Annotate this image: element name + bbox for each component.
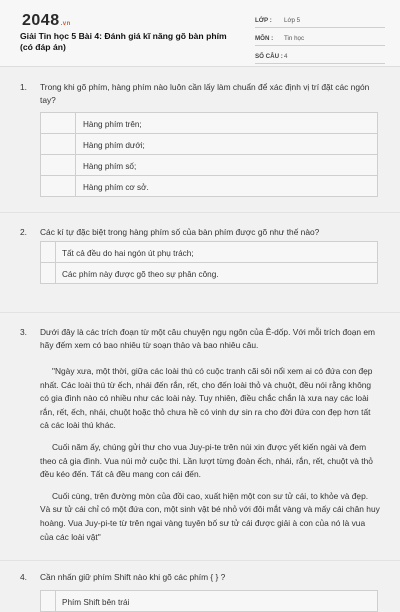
question-text: Các kí tự đặc biệt trong hàng phím số của bàn phím được gõ như thế nào? — [40, 227, 320, 237]
question-number: 4. — [20, 572, 27, 582]
meta-info — [255, 14, 385, 68]
question-text: Trong khi gõ phím, hàng phím nào luôn cần lấy làm chuẩn để xác định vị trí đặt các ngón tay? — [40, 82, 370, 105]
answer-option[interactable] — [40, 241, 378, 263]
question-text: Dưới đây là các trích đoạn từ một câu chuyện ngụ ngôn của Ê-dốp. Với mỗi trích đoạn em hãy đếm xem có bao nhiêu từ soạn thảo và bao nhiêu câu. — [40, 327, 376, 350]
option-label: Hàng phím dưới; — [83, 141, 145, 150]
answer-option[interactable] — [40, 134, 378, 155]
passage-paragraph: Cuối năm ấy, chúng gửi thư cho vua Juy-pi-te trên núi xin được yết kiến ngài và đem theo cả gia đình. Vua núi mở cuộc thi. Lần lượt từng đoàn ếch, nhái, rắn, rết, chuột và thỏ đều kéo đến. Tất cả đều mang con cái đến. — [40, 441, 373, 480]
option-label: Hàng phím cơ sở. — [83, 183, 149, 192]
logo-text: 2048 — [22, 12, 60, 29]
option-label: Hàng phím trên; — [83, 120, 142, 129]
option-label: Tất cả đều do hai ngón út phụ trách; — [62, 249, 194, 258]
meta-value: 4 — [284, 53, 288, 60]
passage-paragraph: Cuối cùng, trên đường mòn của đồi cao, xuất hiện một con sư tử cái, to khỏe và đẹp. Và sư tử cái chỉ có một đứa con, một sinh vật bé nhỏ với đôi mắt vàng và mấy cái chân huy hoàng. Vua Juy-pi-te từ trên ngai vàng tuyên bố sư tử cái được giải à con của nó là vua của các loài vật" — [40, 490, 380, 542]
meta-value: Lớp 5 — [284, 17, 301, 24]
logo-suffix: .vn — [60, 21, 71, 27]
option-label: Hàng phím số; — [83, 162, 137, 171]
meta-label: MÔN : — [255, 35, 274, 42]
site-logo[interactable] — [22, 12, 71, 30]
question-number: 3. — [20, 327, 27, 337]
divider — [0, 560, 400, 561]
answer-option[interactable] — [40, 112, 378, 134]
meta-value: Tin học — [284, 35, 305, 42]
story-passage — [40, 365, 380, 552]
meta-row-count — [255, 50, 385, 64]
option-label: Phím Shift bên trái — [62, 598, 130, 607]
page-title: Giải Tin học 5 Bài 4: Đánh giá kĩ năng gõ bàn phím (có đáp án) — [20, 31, 227, 52]
option-label: Các phím này được gõ theo sự phân công. — [62, 270, 219, 279]
answer-options — [40, 590, 378, 612]
question-number: 2. — [20, 227, 27, 237]
answer-option[interactable] — [40, 590, 378, 612]
divider — [0, 212, 400, 213]
answer-option[interactable] — [40, 176, 378, 197]
page-header — [0, 0, 400, 67]
meta-row-subject — [255, 32, 385, 46]
question-number: 1. — [20, 82, 27, 92]
answer-option[interactable] — [40, 155, 378, 176]
meta-label: LỚP : — [255, 17, 272, 24]
answer-options — [40, 112, 378, 197]
question-text: Cần nhấn giữ phím Shift nào khi gõ các phím { } ? — [40, 572, 226, 582]
answer-option[interactable] — [40, 263, 378, 284]
divider — [0, 312, 400, 313]
meta-label: SỐ CÂU : — [255, 53, 283, 60]
passage-paragraph: "Ngày xưa, một thời, giữa các loài thú có cuộc tranh cãi sôi nổi xem ai có đứa con đẹp nhất. Các loài thú từ ếch, nhái đến rắn, rết, cho đến loài thỏ và chuột, đều nói rằng không có gia đình nào có nhiều như các loài này. Tuy nhiên, điều chắc chắn là xưa nay các loài rắn, rết, ếch, nhái, chuột hoặc thỏ chưa hề có vinh dự sin ra cho đời đứa con đẹp hơn tất cả các loài thú khác. — [40, 366, 373, 431]
meta-row-class — [255, 14, 385, 28]
answer-options — [40, 241, 378, 284]
